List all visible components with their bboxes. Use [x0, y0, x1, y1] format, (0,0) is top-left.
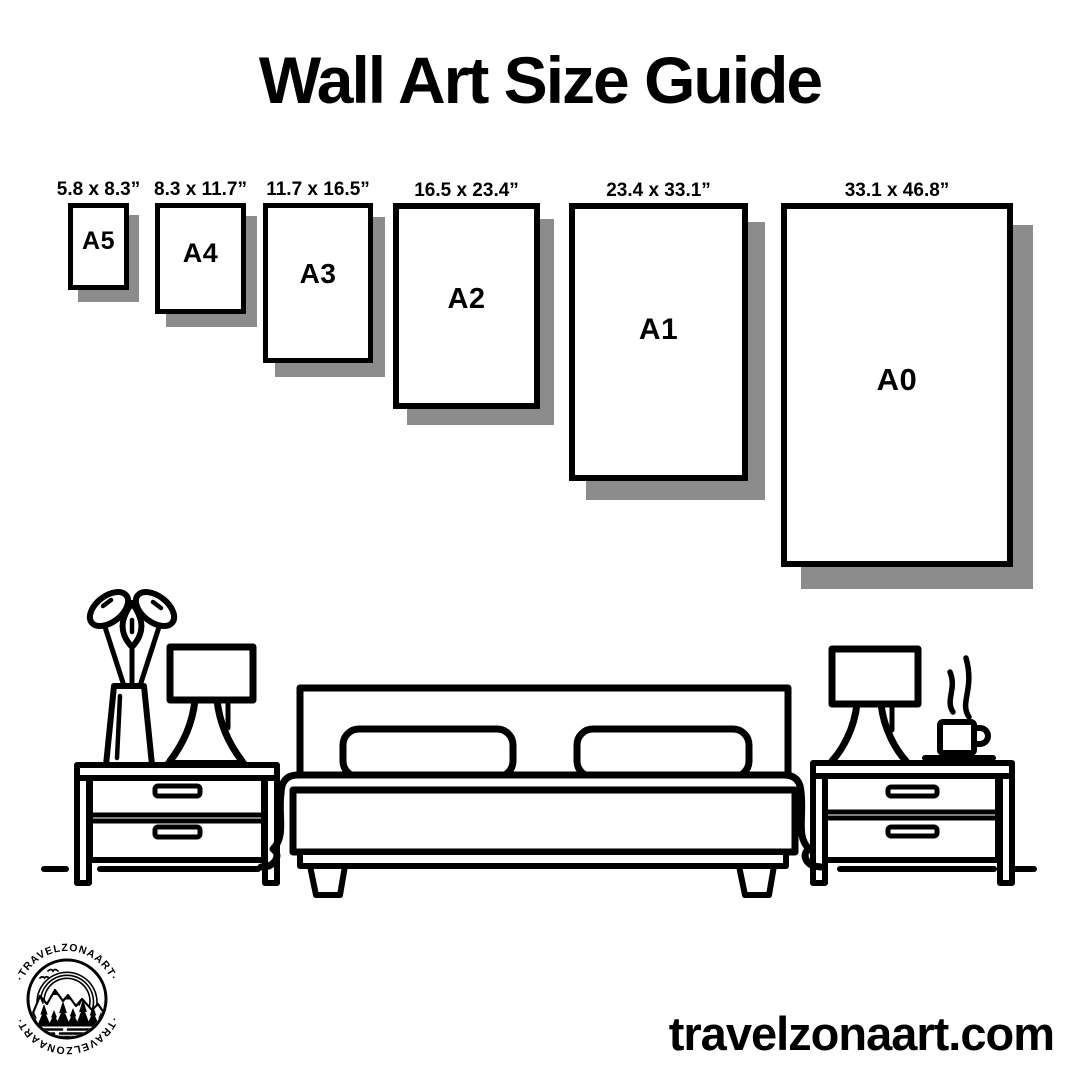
nightstand-left-icon	[77, 765, 277, 883]
size-dimensions-label: 23.4 x 33.1”	[606, 180, 711, 201]
size-name-label: A5	[82, 227, 115, 255]
size-name-label: A4	[182, 238, 219, 268]
size-name-label: A2	[447, 282, 486, 315]
brand-arc-bottom: ·TRAVELZONAART·	[14, 1015, 120, 1057]
plant-vase-icon	[84, 585, 181, 765]
website-url: travelzonaart.com	[668, 1007, 1054, 1060]
table-lamp-right-icon	[830, 649, 918, 763]
size-dimensions-label: 33.1 x 46.8”	[844, 180, 950, 201]
size-dimensions-label: 5.8 x 8.3”	[56, 179, 141, 200]
page-title: Wall Art Size Guide	[258, 43, 822, 117]
nightstand-right-icon	[813, 763, 1012, 883]
table-lamp-left-icon	[168, 647, 253, 763]
size-dimensions-label: 8.3 x 11.7”	[154, 179, 247, 200]
brand-arc-top: ·TRAVELZONAART·	[14, 941, 120, 983]
paper-size-box-a1	[569, 180, 748, 481]
bed-icon	[261, 688, 821, 895]
paper-size-box-a5	[56, 179, 141, 290]
paper-size-box-a0	[781, 180, 1013, 567]
size-name-label: A0	[876, 362, 918, 397]
paper-size-box-a4	[154, 179, 247, 314]
size-name-label: A3	[299, 258, 337, 289]
logo-badge	[4, 936, 130, 1062]
size-dimensions-label: 16.5 x 23.4”	[414, 180, 519, 201]
size-name-label: A1	[638, 313, 679, 346]
paper-size-box-a2	[393, 180, 540, 409]
bedroom-illustration	[40, 570, 1040, 900]
coffee-cup-icon	[925, 658, 993, 758]
size-dimensions-label: 11.7 x 16.5”	[266, 179, 370, 200]
paper-size-box-a3	[263, 179, 373, 363]
